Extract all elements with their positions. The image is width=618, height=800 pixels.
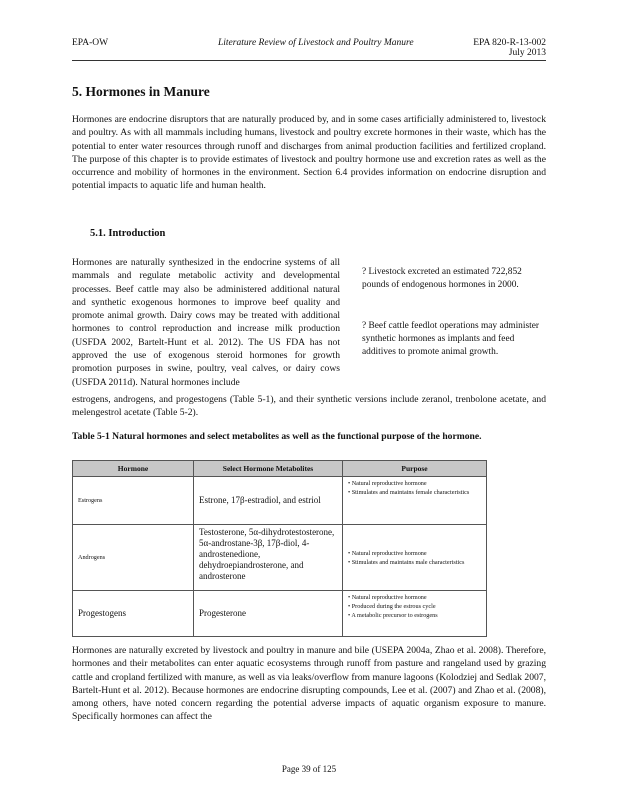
hormone-text: Progestogens [78,608,126,618]
table-header-row [73,461,487,477]
table-caption: Table 5-1 Natural hormones and select metabolites as well as the functional purpose of the hormone. [72,431,482,442]
purpose-item: • Stimulates and maintains female characteristics [348,488,481,497]
purpose-item: • Natural reproductive hormone [348,549,481,558]
table-cell-purpose [343,591,487,637]
header-title: Literature Review of Livestock and Poultry Manure [218,38,414,48]
purpose-item: • Stimulates and maintains male characteristics [348,558,481,567]
metabolites-text: Testosterone, 5α-dihydrotestosterone, 5α-androstane-3β, 17β-diol, 4-androstenedione, dehydroepiandrosterone, and androsterone [199,527,335,581]
header-left: EPA-OW [72,38,109,48]
header-right [470,38,546,58]
purpose-item: • Natural reproductive hormone [348,479,481,488]
subsection-title: 5.1. Introduction [90,228,166,239]
table-header-metabolites: Select Hormone Metabolites [194,461,343,477]
table-row [73,477,487,525]
table-cell-purpose [343,525,487,591]
purpose-item: • A metabolic precursor to estrogens [348,611,481,620]
metabolites-text: Progesterone [199,608,246,618]
section-title: 5. Hormones in Manure [72,84,210,99]
table-cell-hormone: Estrogens [73,477,194,525]
hormone-table [72,460,487,637]
purpose-item: • Natural reproductive hormone [348,593,481,602]
header-date: July 2013 [508,48,546,58]
callout-2: ? Beef cattle feedlot operations may administer synthetic hormones as implants and feed additives to promote animal growth. [362,321,540,357]
intro-continued-paragraph: estrogens, androgens, and progestogens (Table 5-1), and their synthetic versions include zeranol, trenbolone acetate, and melengestrol acetate (Table 5-2). [72,394,546,419]
table-header-hormone: Hormone [73,461,194,477]
header-rule [72,60,546,61]
table-header-purpose: Purpose [343,461,487,477]
closing-paragraph: Hormones are naturally excreted by livestock and poultry in manure and bile (USEPA 2004a, Zhao et al. 2008). Therefore, hormones and their metabolites can enter aquatic ecosystems through runoff from pasture and rangeland used by grazing cattle and cropland fertilized with manure, as well as via leaks/overflow from manure lagoons (Kolodziej and Sedlak 2007, Bartelt-Hunt et al. 2012). Because hormones are endocrine disrupting compounds, Lee et al. (2007) and Zhao et al. (2008), among others, have noted concern regarding the potential adverse impacts of aquatic organism exposure to manure. Specifically hormones can affect the [72,645,546,723]
table-cell-metabolites [194,525,343,591]
callout-1: ? Livestock excreted an estimated 722,852 pounds of endogenous hormones in 2000. [362,267,522,290]
header-report-number: EPA 820-R-13-002 [473,38,546,48]
table-cell-hormone: Androgens [73,525,194,591]
table-row [73,525,487,591]
table-cell-metabolites [194,591,343,637]
intro-left-paragraph: Hormones are naturally synthesized in the endocrine systems of all mammals and regulate metabolic activity and developmental processes. Beef cattle may also be administered additional natural and synthetic exogenous hormones to improve beef quality and promote animal growth. Dairy cows may be treated with additional hormones to control reproduction and increase milk production (USFDA 2002, Bartelt-Hunt et al. 2012). The US FDA has not approved the use of exogenous steroid hormones for growth promotion purposes in swine, poultry, veal calves, or dairy cows (USFDA 2011d). Natural hormones include [72,257,340,388]
page-number: Page 39 of 125 [281,764,337,774]
table-cell-hormone [73,591,194,637]
table-row [73,591,487,637]
table-cell-purpose [343,477,487,525]
purpose-item: • Produced during the estrous cycle [348,602,481,611]
intro-paragraph: Hormones are endocrine disruptors that are naturally produced by, and in some cases artificially administered to, livestock and poultry. As with all mammals including humans, livestock and poultry excrete hormones in their waste, which has the potential to enter water resources through runoff and discharges from animal production facilities and fertilized cropland. The purpose of this chapter is to provide estimates of livestock and poultry hormone use and excretion rates as well as the occurrence and mobility of hormones in the environment. Section 6.4 provides information on endocrine disruption and potential impacts to aquatic life and human health. [72,114,546,192]
metabolites-text: Estrone, 17β-estradiol, and estriol [199,495,321,505]
table-cell-metabolites [194,477,343,525]
